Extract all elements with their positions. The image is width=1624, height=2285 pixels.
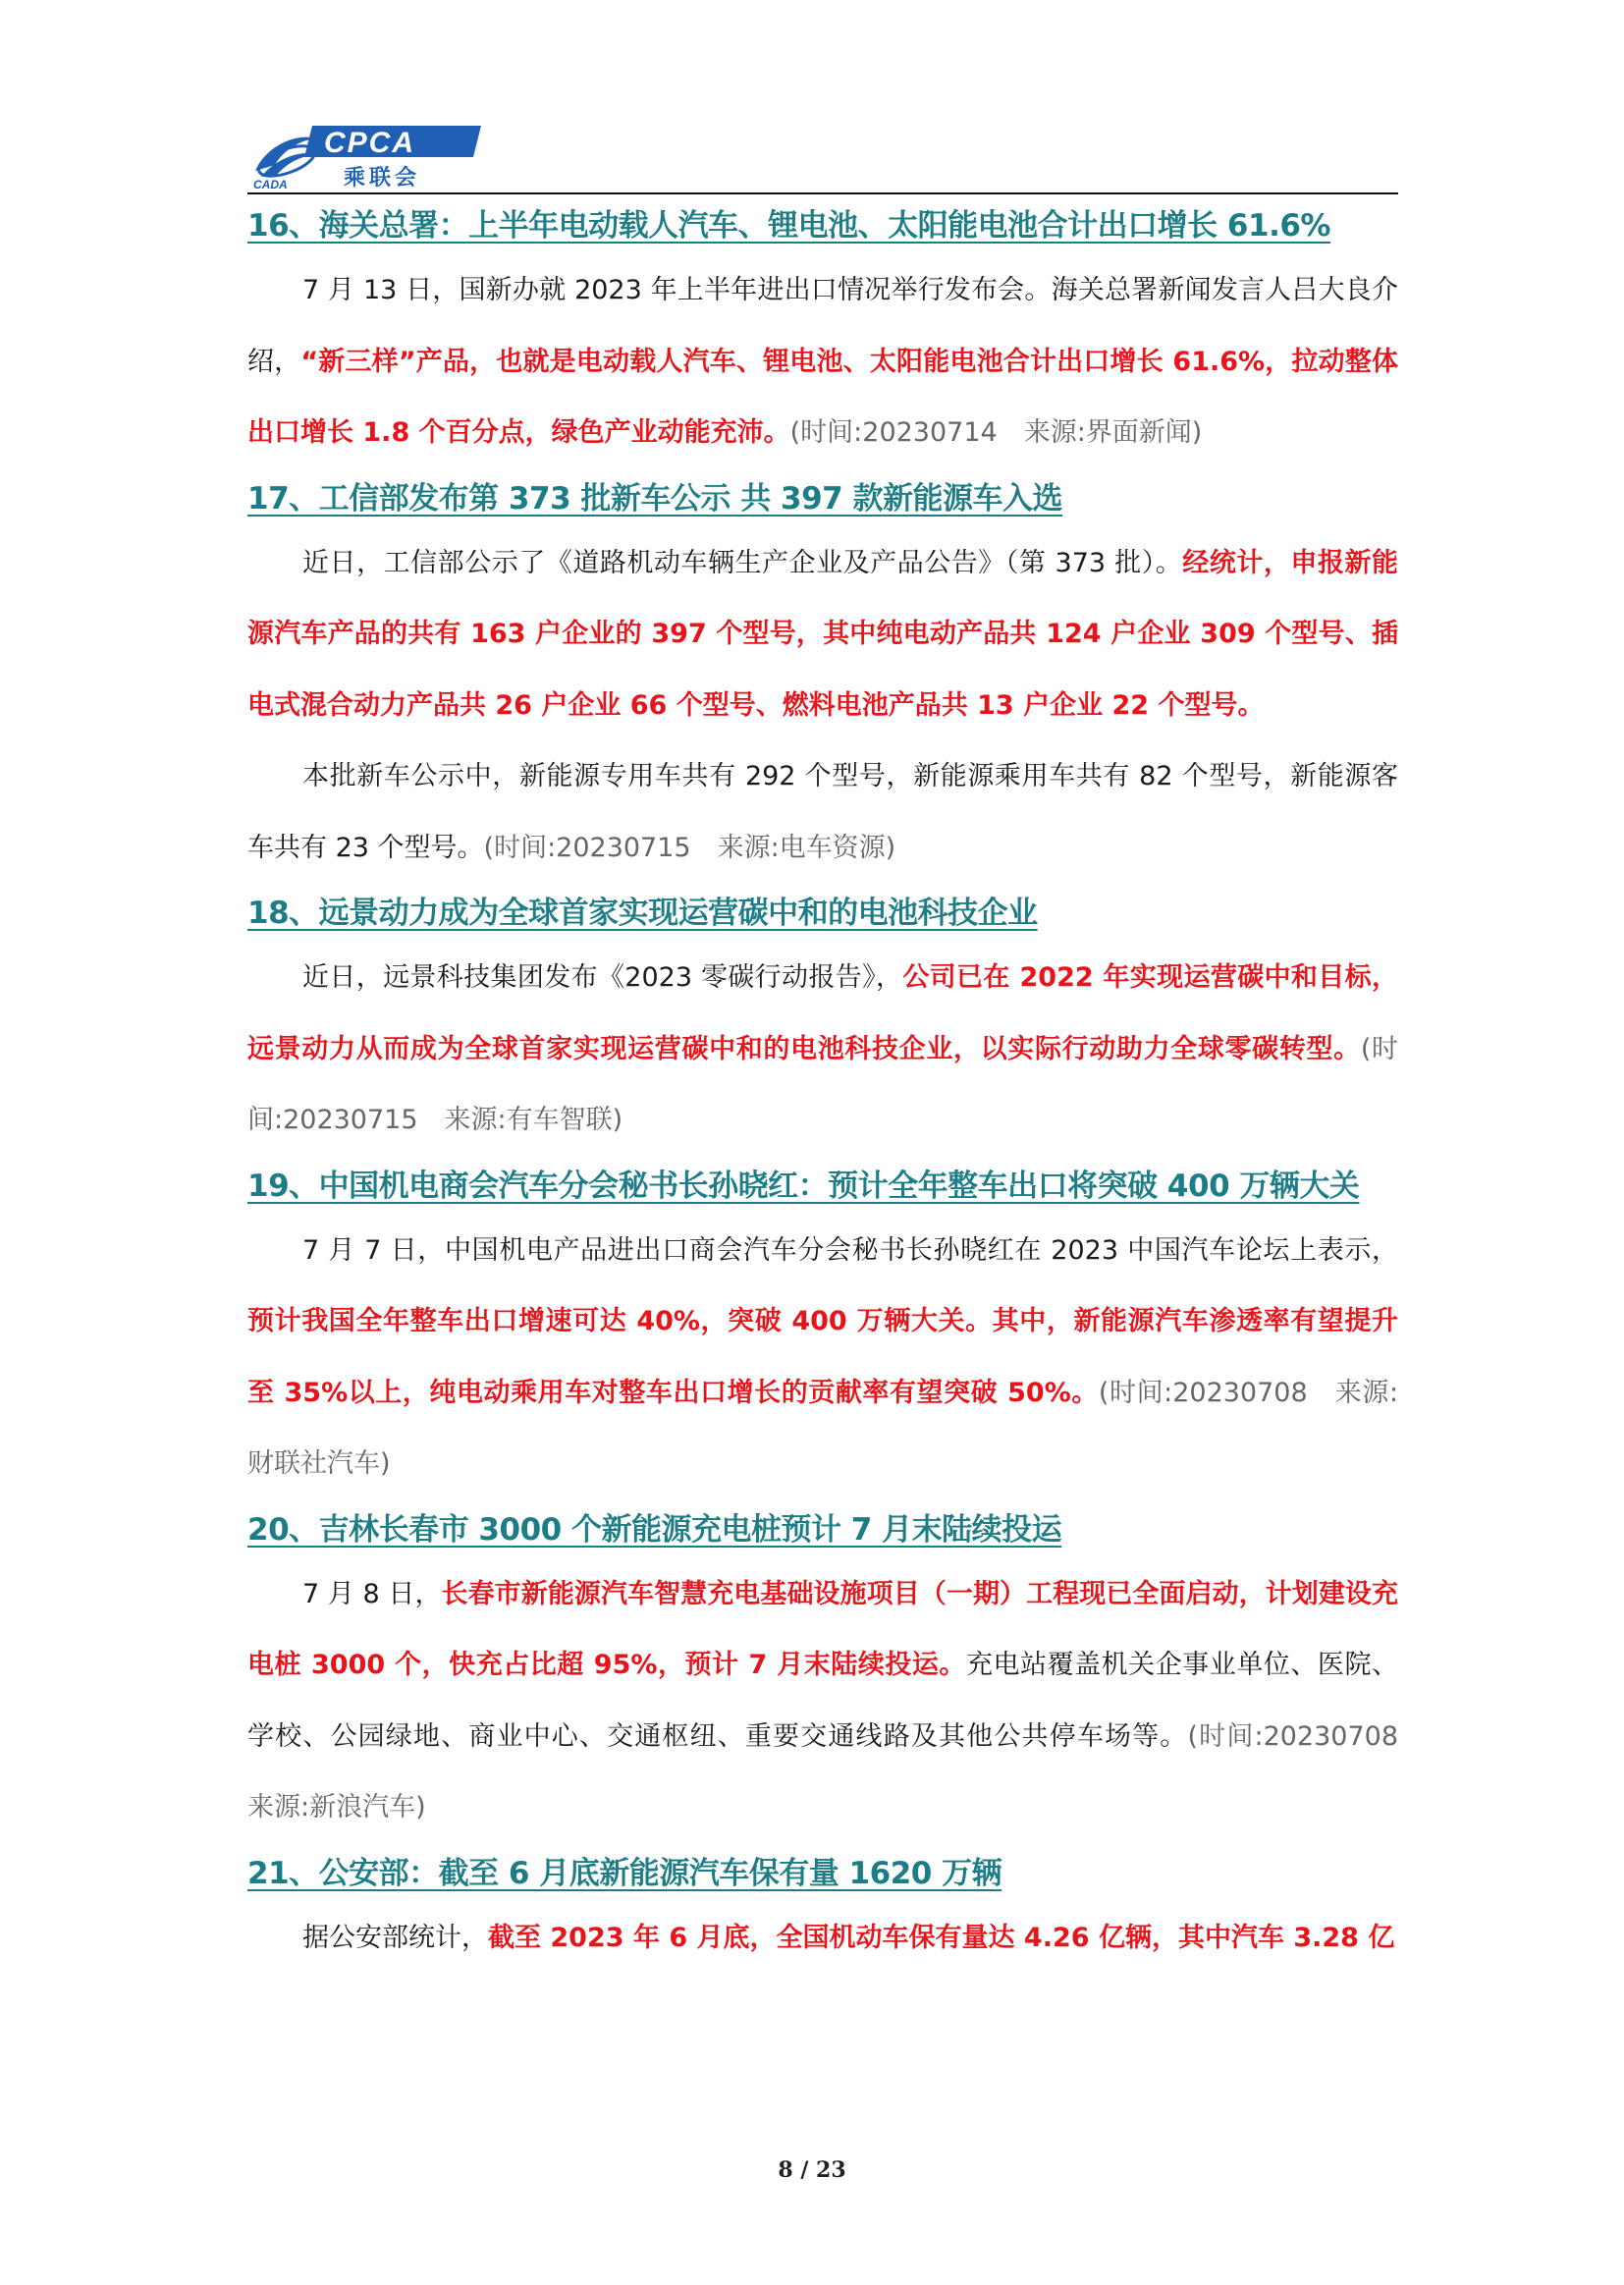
source-note: (时间:20230708 来源:财联社汽车) [247, 1377, 1398, 1479]
news-section [247, 1500, 1426, 1844]
page-number: 8 / 23 [778, 2157, 846, 2183]
paragraph-text: 7 月 7 日，中国机电产品进出口商会汽车分会秘书长孙晓红在 2023 中国汽车论坛上表示， [302, 1234, 1398, 1266]
paragraph-text: 本批新车公示中，新能源专用车共有 292 个型号，新能源乘用车共有 82 个型号，新能源客车共有 23 个型号。 [247, 761, 1398, 863]
highlight-text: 长春市新能源汽车智慧充电基础设施项目（一期）工程现已全面启动，计划建设充电桩 3000 个，快充占比超 95%，预计 7 月末陆续投运。 [247, 1578, 1398, 1680]
paragraph [247, 741, 1398, 884]
news-section [247, 469, 1398, 885]
page-header [247, 114, 1398, 194]
highlight-text: 截至 2023 年 6 月底，全国机动车保有量达 4.26 亿辆，其中汽车 3.28 亿 [488, 1922, 1395, 1953]
cpca-logo [247, 114, 483, 192]
article-body [247, 196, 1426, 1974]
section-title: 21、公安部：截至 6 月底新能源汽车保有量 1620 万辆 [247, 1855, 1002, 1891]
section-title: 18、远景动力成为全球首家实现运营碳中和的电池科技企业 [247, 896, 1038, 931]
news-section [247, 196, 1398, 469]
paragraph-text: 7 月 8 日， [302, 1578, 442, 1609]
section-title: 20、吉林长春市 3000 个新能源充电桩预计 7 月末陆续投运 [247, 1511, 1062, 1548]
paragraph-text: 7 月 13 日，国新办就 2023 年上半年进出口情况举行发布会。海关总署新闻发言人吕大良介绍， [247, 275, 1398, 377]
paragraph-text: 近日，工信部公示了《道路机动车辆生产企业及产品公告》（第 373 批）。 [302, 547, 1183, 578]
paragraph-text: 据公安部统计， [302, 1922, 488, 1953]
paragraph [247, 528, 1398, 742]
source-note: (时间:20230715 来源:电车资源) [483, 832, 896, 863]
section-title: 17、工信部发布第 373 批新车公示 共 397 款新能源车入选 [247, 480, 1063, 517]
section-title: 16、海关总署：上半年电动载人汽车、锂电池、太阳能电池合计出口增长 61.6% [247, 208, 1330, 244]
logo-text: CPCA [324, 127, 416, 159]
section-title: 19、中国机电商会汽车分会秘书长孙晓红：预计全年整车出口将突破 400 万辆大关 [247, 1168, 1360, 1204]
paragraph [247, 1559, 1426, 1844]
paragraph [247, 1903, 1398, 1975]
paragraph-text: 充电站覆盖机关企事业单位、医院、学校、公园绿地、商业中心、交通枢纽、重要交通线路及其他公共停车场等。 [247, 1650, 1399, 1752]
highlight-text: 公司已在 2022 年实现运营碳中和目标，远景动力从而成为全球首家实现运营碳中和的电池科技企业，以实际行动助力全球零碳转型。 [247, 962, 1399, 1064]
header-divider [247, 192, 1398, 194]
paragraph [247, 943, 1398, 1157]
logo-cn-text: 乘联会 [344, 166, 421, 190]
news-section [247, 1844, 1398, 1975]
paragraph [247, 1216, 1398, 1500]
news-section [247, 1157, 1398, 1500]
logo-sub-text: CADA [253, 178, 288, 191]
paragraph-text: 近日，远景科技集团发布《2023 零碳行动报告》， [302, 962, 903, 993]
highlight-text: 预计我国全年整车出口增速可达 40%，突破 400 万辆大关。其中，新能源汽车渗透率有望提升至 35%以上，纯电动乘用车对整车出口增长的贡献率有望突破 50%。 [247, 1306, 1398, 1408]
source-note: (时间:20230708 来源:新浪汽车) [247, 1720, 1426, 1823]
news-section [247, 884, 1398, 1157]
source-note: (时间:20230715 来源:有车智联) [247, 1033, 1398, 1135]
highlight-text: “新三样”产品，也就是电动载人汽车、锂电池、太阳能电池合计出口增长 61.6%，拉动整体出口增长 1.8 个百分点，绿色产业动能充沛。 [247, 346, 1399, 448]
paragraph [247, 255, 1398, 469]
source-note: (时间:20230714 来源:界面新闻) [789, 417, 1203, 448]
highlight-text: 经统计，申报新能源汽车产品的共有 163 户企业的 397 个型号，其中纯电动产品共 124 户企业 309 个型号、插电式混合动力产品共 26 户企业 66 个型号、燃料电池产品共 13 户企业 22 个型号。 [247, 547, 1399, 721]
